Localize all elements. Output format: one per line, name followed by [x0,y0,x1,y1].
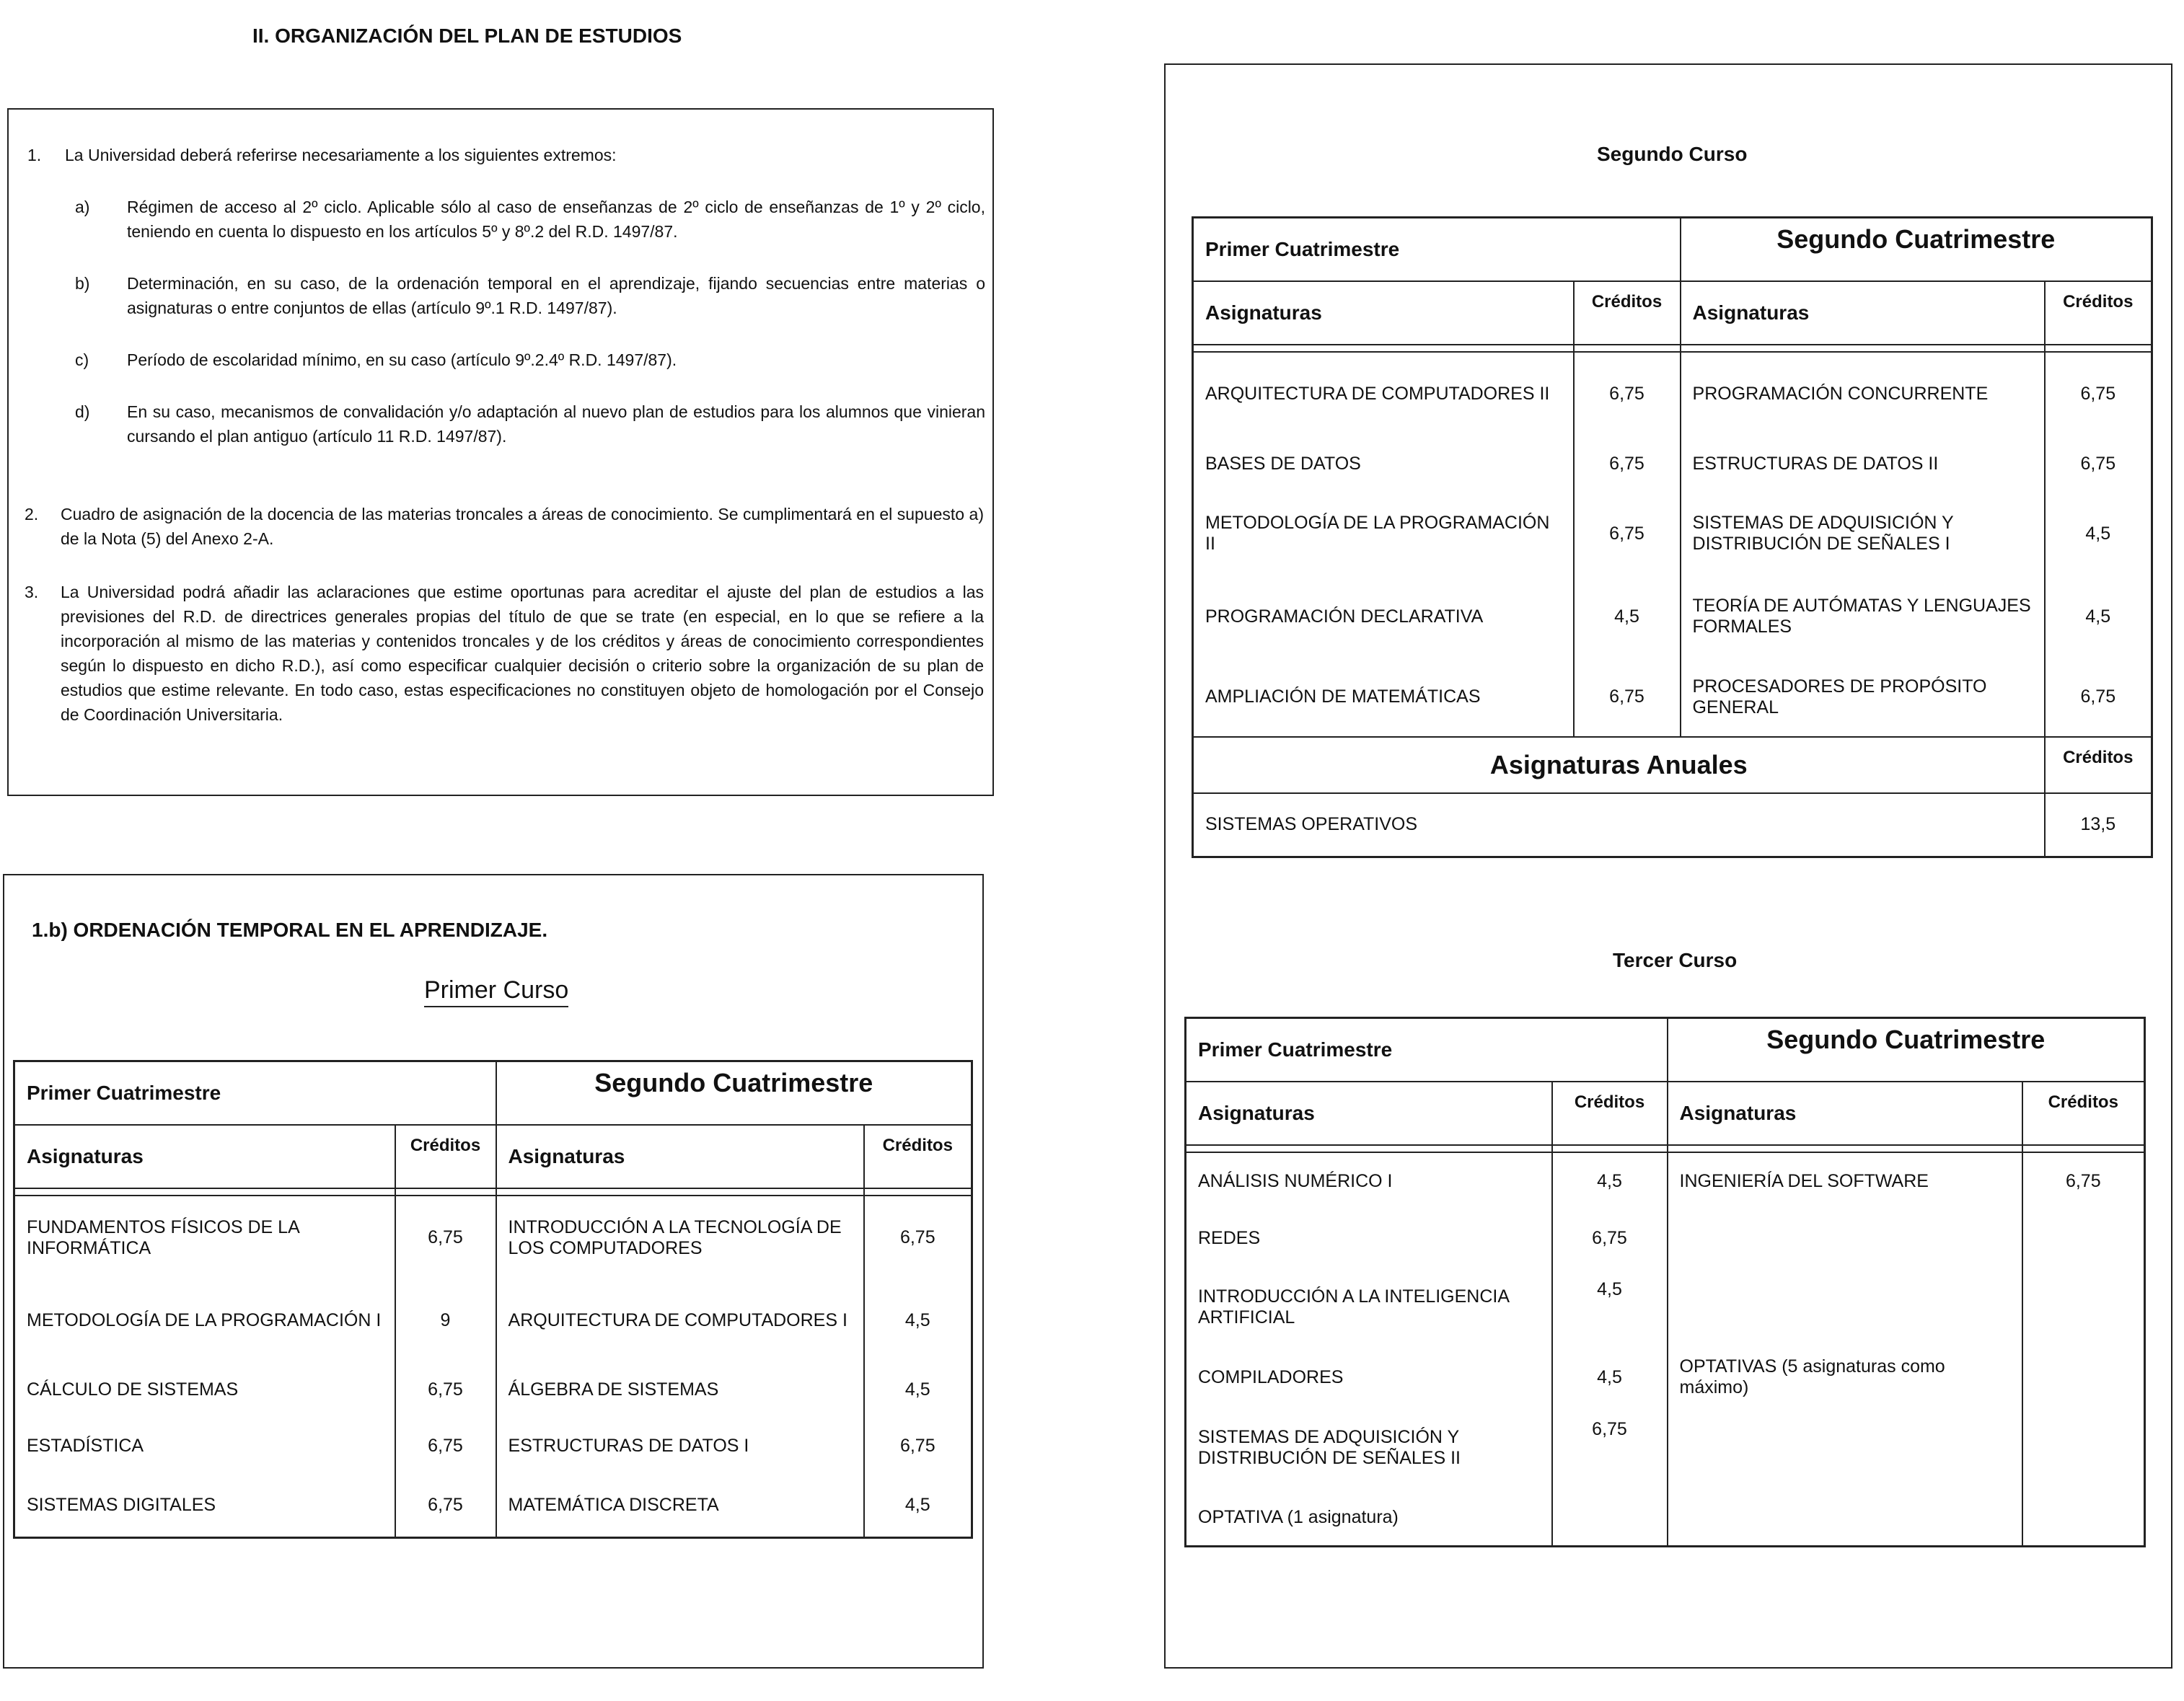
credit-cell: 6,75 [1574,658,1681,737]
credit-cell: 4,5 [864,1474,972,1537]
subject-cell: SISTEMAS OPERATIVOS [1193,793,2045,857]
subject-cell: ESTRUCTURAS DE DATOS II [1681,436,2045,492]
credit-cell: 6,75 [1574,436,1681,492]
credit-cell: 6,75 [1574,492,1681,575]
item-letter: a) [75,198,90,216]
credit-cell: 6,75 [2045,352,2152,436]
subject-cell: OPTATIVAS (5 asignaturas como máximo) [1668,1348,2022,1406]
table-row [1186,1406,2145,1490]
primer-cuatrimestre-header: Primer Cuatrimestre [1193,218,1681,282]
credit-cell: 4,5 [2045,575,2152,658]
credit-cell [2022,1210,2145,1266]
creditos-header: Créditos [2045,281,2152,345]
credit-cell [1552,1490,1668,1546]
asignaturas-header: Asignaturas [14,1125,395,1188]
subject-cell: TEORÍA DE AUTÓMATAS Y LENGUAJES FORMALES [1681,575,2045,658]
table-row [1193,352,2152,436]
table-row [1186,1152,2145,1210]
segundo-cuatrimestre-header: Segundo Cuatrimestre [1668,1018,2145,1082]
subject-cell: AMPLIACIÓN DE MATEMÁTICAS [1193,658,1574,737]
item-text: Determinación, en su caso, de la ordenación temporal en el aprendizaje, fijando secuencias entre materias o asignaturas o entre conjuntos de ellas (artículo 9º.1 R.D. 1497/87). [127,274,985,317]
subject-cell: ÁLGEBRA DE SISTEMAS [496,1361,864,1418]
note-text: Cuadro de asignación de la docencia de las materias troncales a áreas de conocimiento. Se cumplimentará en el supuesto a) de la Nota (5) del Anexo 2-A. [61,505,984,548]
credit-cell [2022,1266,2145,1348]
item-text: Régimen de acceso al 2º ciclo. Aplicable sólo al caso de enseñanzas de 2º ciclo de enseñanzas de 1º y 2º ciclo, teniendo en cuenta lo dispuesto en los artículos 5º y 8º.2 del R.D. 1497/87. [127,198,985,241]
subject-cell: ANÁLISIS NUMÉRICO I [1186,1152,1552,1210]
note-number: 3. [25,583,39,601]
primer-curso-title: Primer Curso [424,976,568,1007]
credit-cell: 4,5 [864,1361,972,1418]
subject-cell: ARQUITECTURA DE COMPUTADORES II [1193,352,1574,436]
note-number: 1. [27,146,42,164]
creditos-header: Créditos [395,1125,496,1188]
table-row [1186,1266,2145,1348]
subject-cell: METODOLOGÍA DE LA PROGRAMACIÓN II [1193,492,1574,575]
subject-cell: INTRODUCCIÓN A LA INTELIGENCIA ARTIFICIAL [1186,1266,1552,1348]
asignaturas-header: Asignaturas [1681,281,2045,345]
subject-cell: BASES DE DATOS [1193,436,1574,492]
table-row [14,1196,972,1279]
subject-cell: SISTEMAS DIGITALES [14,1474,395,1537]
creditos-header: Créditos [1574,281,1681,345]
table-row [14,1474,972,1537]
subject-cell: METODOLOGÍA DE LA PROGRAMACIÓN I [14,1279,395,1361]
asignaturas-header: Asignaturas [1186,1082,1552,1145]
creditos-header: Créditos [1552,1082,1668,1145]
table-row [14,1279,972,1361]
credit-cell: 4,5 [864,1279,972,1361]
credit-cell: 6,75 [1552,1210,1668,1266]
table-row [1193,436,2152,492]
credit-cell: 6,75 [395,1474,496,1537]
credit-cell: 9 [395,1279,496,1361]
subject-cell [1668,1210,2022,1266]
table-row [14,1418,972,1474]
subject-cell: FUNDAMENTOS FÍSICOS DE LA INFORMÁTICA [14,1196,395,1279]
credit-cell: 4,5 [1552,1152,1668,1210]
credit-cell [2022,1490,2145,1546]
subject-cell: ARQUITECTURA DE COMPUTADORES I [496,1279,864,1361]
creditos-header: Créditos [2045,737,2152,793]
segundo-curso-table [1192,216,2153,858]
primer-cuatrimestre-header: Primer Cuatrimestre [1186,1018,1668,1082]
item-letter: b) [75,274,90,293]
subject-cell [1668,1266,2022,1348]
credit-cell: 6,75 [395,1361,496,1418]
credit-cell: 4,5 [1552,1266,1668,1348]
subject-cell: INTRODUCCIÓN A LA TECNOLOGÍA DE LOS COMPUTADORES [496,1196,864,1279]
subject-cell: ESTADÍSTICA [14,1418,395,1474]
subject-cell: PROCESADORES DE PROPÓSITO GENERAL [1681,658,2045,737]
note-text: La Universidad deberá referirse necesariamente a los siguientes extremos: [65,146,617,164]
subject-cell: SISTEMAS DE ADQUISICIÓN Y DISTRIBUCIÓN DE SEÑALES II [1186,1406,1552,1490]
table-row [1193,492,2152,575]
table-row [1193,793,2152,857]
item-text: Período de escolaridad mínimo, en su caso (artículo 9º.2.4º R.D. 1497/87). [127,350,677,369]
page-title: II. ORGANIZACIÓN DEL PLAN DE ESTUDIOS [252,25,682,47]
credit-cell: 4,5 [2045,492,2152,575]
asignaturas-header: Asignaturas [496,1125,864,1188]
tercer-curso-table [1184,1017,2146,1547]
anuales-header: Asignaturas Anuales [1193,737,2045,793]
credit-cell [2022,1406,2145,1490]
segundo-cuatrimestre-header: Segundo Cuatrimestre [496,1061,972,1126]
subject-cell [1668,1490,2022,1546]
credit-cell: 4,5 [1574,575,1681,658]
subject-cell: PROGRAMACIÓN CONCURRENTE [1681,352,2045,436]
subject-cell: PROGRAMACIÓN DECLARATIVA [1193,575,1574,658]
credit-cell: 6,75 [1574,352,1681,436]
credit-cell: 4,5 [1552,1348,1668,1406]
credit-cell: 13,5 [2045,793,2152,857]
subject-cell: MATEMÁTICA DISCRETA [496,1474,864,1537]
tercer-curso-title: Tercer Curso [1613,949,1738,971]
credit-cell [2022,1348,2145,1406]
section-title: 1.b) ORDENACIÓN TEMPORAL EN EL APRENDIZAJE. [32,919,548,941]
subject-cell: CÁLCULO DE SISTEMAS [14,1361,395,1418]
subject-cell [1668,1406,2022,1490]
credit-cell: 6,75 [1552,1406,1668,1490]
credit-cell: 6,75 [395,1196,496,1279]
asignaturas-header: Asignaturas [1668,1082,2022,1145]
credit-cell: 6,75 [864,1196,972,1279]
item-text: En su caso, mecanismos de convalidación y/o adaptación al nuevo plan de estudios para los alumnos que vinieran cursando el plan antiguo (artículo 11 R.D. 1497/87). [127,402,985,446]
subject-cell: REDES [1186,1210,1552,1266]
note-number: 2. [25,505,39,523]
segundo-curso-title: Segundo Curso [1597,143,1748,165]
creditos-header: Créditos [864,1125,972,1188]
note-text: La Universidad podrá añadir las aclaraciones que estime oportunas para acreditar el ajuste del plan de estudios a las previsiones del R.D. de directrices generales propias del título de que se trate (en especial, en lo que se refiere a la incorporación al mismo de las materias y contenidos troncales y de los créditos y áreas de conocimiento correspondientes según lo dispuesto en dicho R.D.), así como especificar cualquier decisión o criterio sobre la organización de su plan de estudios que estime relevante. En todo caso, estas especificaciones no constituyen objeto de homologación por el Consejo de Coordinación Universitaria. [61,583,984,724]
subject-cell: INGENIERÍA DEL SOFTWARE [1668,1152,2022,1210]
subject-cell: OPTATIVA (1 asignatura) [1186,1490,1552,1546]
primer-cuatrimestre-header: Primer Cuatrimestre [14,1061,496,1126]
credit-cell: 6,75 [395,1418,496,1474]
credit-cell: 6,75 [864,1418,972,1474]
item-letter: c) [75,350,89,369]
credit-cell: 6,75 [2022,1152,2145,1210]
subject-cell: COMPILADORES [1186,1348,1552,1406]
primer-curso-table [13,1060,973,1539]
table-row [1186,1348,2145,1406]
credit-cell: 6,75 [2045,658,2152,737]
creditos-header: Créditos [2022,1082,2145,1145]
credit-cell: 6,75 [2045,436,2152,492]
table-row [1186,1490,2145,1546]
subject-cell: SISTEMAS DE ADQUISICIÓN Y DISTRIBUCIÓN DE SEÑALES I [1681,492,2045,575]
segundo-cuatrimestre-header: Segundo Cuatrimestre [1681,218,2152,282]
table-row [1193,658,2152,737]
table-row [14,1361,972,1418]
subject-cell: ESTRUCTURAS DE DATOS I [496,1418,864,1474]
asignaturas-header: Asignaturas [1193,281,1574,345]
item-letter: d) [75,402,90,421]
table-row [1186,1210,2145,1266]
table-row [1193,575,2152,658]
